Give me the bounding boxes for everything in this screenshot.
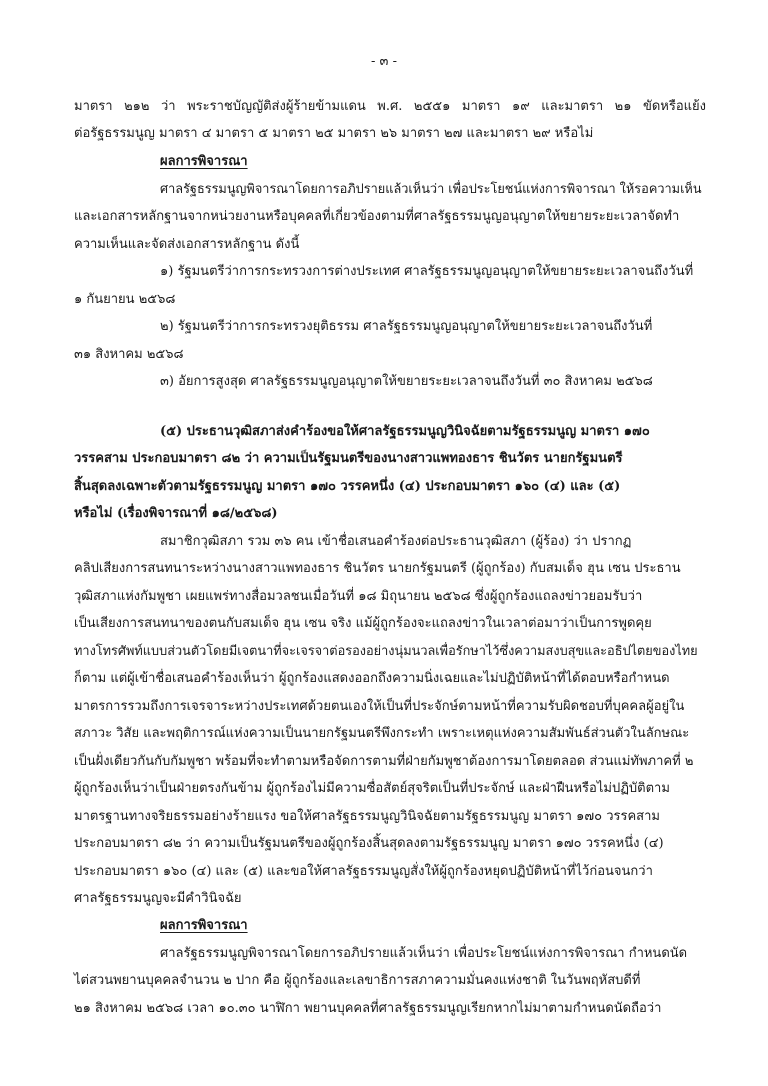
text-line: ๓๑ สิงหาคม ๒๕๖๘ <box>74 347 184 362</box>
case-title: หรือไม่ (เรื่องพิจารณาที่ ๑๘/๒๕๖๘) <box>74 506 278 521</box>
text-line: ๒๑ สิงหาคม ๒๕๖๘ เวลา ๑๐.๓๐ นาฬิกา พยานบุคคลที่ศาลรัฐธรรมนูญเรียกหากไม่มาตามกำหนดนัดถือว่า <box>74 1001 662 1016</box>
text-line: ศาลรัฐธรรมนูญพิจารณาโดยการอภิปรายแล้วเห็นว่า เพื่อประโยชน์แห่งการพิจารณา กำหนดนัด <box>160 946 688 961</box>
text-line: ก็ตาม แต่ผู้เข้าชื่อเสนอคำร้องเห็นว่า ผู้ถูกร้องแสดงออกถึงความนิ่งเฉยและไม่ปฏิบัติหน้าที่ได้ตอบหรือกำหนด <box>74 671 670 686</box>
text-line: ทางโทรศัพท์แบบส่วนตัวโดยมีเจตนาที่จะเจรจาต่อรองอย่างนุ่มนวลเพื่อรักษาไว้ซึ่งความสงบสุขและอธิปไตยของไทย <box>74 644 698 659</box>
text-line: ไต่สวนพยานบุคคลจำนวน ๒ ปาก คือ ผู้ถูกร้องและเลขาธิการสภาความมั่นคงแห่งชาติ ในวันพฤหัสบดีที่ <box>74 973 641 988</box>
section-heading: ผลการพิจารณา <box>160 918 248 933</box>
text-line: สภาวะ วิสัย และพฤติการณ์แห่งความเป็นนายกรัฐมนตรีพึงกระทำ เพราะเหตุแห่งความสัมพันธ์ส่วนตัวในลักษณะ <box>74 726 690 741</box>
text-line: คลิปเสียงการสนทนาระหว่างนางสาวแพทองธาร ชินวัตร นายกรัฐมนตรี (ผู้ถูกร้อง) กับสมเด็จ ฮุน เซน ประธาน <box>74 561 681 576</box>
text-line: วุฒิสภาแห่งกัมพูชา เผยแพร่ทางสื่อมวลชนเมื่อวันที่ ๑๘ มิถุนายน ๒๕๖๘ ซึ่งผู้ถูกร้องแถลงข่าวยอมรับว่า <box>74 589 643 604</box>
text-line: ศาลรัฐธรรมนูญพิจารณาโดยการอภิปรายแล้วเห็นว่า เพื่อประโยชน์แห่งการพิจารณา ให้รอความเห็น <box>160 182 702 197</box>
list-item: ๓) อัยการสูงสุด ศาลรัฐธรรมนูญอนุญาตให้ขยายระยะเวลาจนถึงวันที่ ๓๐ สิงหาคม ๒๕๖๘ <box>160 374 653 389</box>
text-line: ประกอบมาตรา ๑๖๐ (๔) และ (๕) และขอให้ศาลรัฐธรรมนูญสั่งให้ผู้ถูกร้องหยุดปฏิบัติหน้าที่ไว้ก่อนจนกว่า <box>74 864 653 879</box>
section-heading: ผลการพิจารณา <box>160 154 248 169</box>
text-line: ประกอบมาตรา ๘๒ ว่า ความเป็นรัฐมนตรีของผู้ถูกร้องสิ้นสุดลงตามรัฐธรรมนูญ มาตรา ๑๗๐ วรรคหนึ่ง (๔) <box>74 836 664 851</box>
case-title: วรรคสาม ประกอบมาตรา ๘๒ ว่า ความเป็นรัฐมนตรีของนางสาวแพทองธาร ชินวัตร นายกรัฐมนตรี <box>74 451 623 466</box>
text-line: ความเห็นและจัดส่งเอกสารหลักฐาน ดังนี้ <box>74 237 300 252</box>
case-title: (๕) ประธานวุฒิสภาส่งคำร้องขอให้ศาลรัฐธรรมนูญวินิจฉัยตามรัฐธรรมนูญ มาตรา ๑๗๐ <box>160 424 650 439</box>
list-item: ๒) รัฐมนตรีว่าการกระทรวงยุติธรรม ศาลรัฐธรรมนูญอนุญาตให้ขยายระยะเวลาจนถึงวันที่ <box>160 319 653 334</box>
case-title: สิ้นสุดลงเฉพาะตัวตามรัฐธรรมนูญ มาตรา ๑๗๐ วรรคหนึ่ง (๔) ประกอบมาตรา ๑๖๐ (๔) และ (๕) <box>74 479 621 494</box>
text-line: ผู้ถูกร้องเห็นว่าเป็นฝ่ายตรงกันข้าม ผู้ถูกร้องไม่มีความซื่อสัตย์สุจริตเป็นที่ประจักษ์ และฝ่าฝืนหรือไม่ปฏิบัติตาม <box>74 781 670 796</box>
list-item: ๑) รัฐมนตรีว่าการกระทรวงการต่างประเทศ ศาลรัฐธรรมนูญอนุญาตให้ขยายระยะเวลาจนถึงวันที่ <box>160 264 694 279</box>
text-line: เป็นฝั่งเดียวกันกับกัมพูชา พร้อมที่จะทำตามหรือจัดการตามที่ฝ่ายกัมพูชาต้องการมาโดยตลอด ส่วนแม่ทัพภาคที่ ๒ <box>74 754 694 769</box>
text-line: และเอกสารหลักฐานจากหน่วยงานหรือบุคคลที่เกี่ยวข้องตามที่ศาลรัฐธรรมนูญอนุญาตให้ขยายระยะเวลาจัดทำ <box>74 209 680 224</box>
text-line: ศาลรัฐธรรมนูญจะมีคำวินิจฉัย <box>74 891 242 906</box>
page-number: - ๓ - <box>371 54 397 69</box>
text-line: ต่อรัฐธรรมนูญ มาตรา ๔ มาตรา ๕ มาตรา ๒๕ มาตรา ๒๖ มาตรา ๒๗ และมาตรา ๒๙ หรือไม่ <box>74 126 594 141</box>
text-line: มาตรการรวมถึงการเจรจาระหว่างประเทศด้วยตนเองให้เป็นที่ประจักษ์ตามหน้าที่ความรับผิดชอบที่บุคคลผู้อยู่ใน <box>74 699 685 714</box>
text-line: สมาชิกวุฒิสภา รวม ๓๖ คน เข้าชื่อเสนอคำร้องต่อประธานวุฒิสภา (ผู้ร้อง) ว่า ปรากฏ <box>160 534 632 549</box>
text-line: มาตรฐานทางจริยธรรมอย่างร้ายแรง ขอให้ศาลรัฐธรรมนูญวินิจฉัยตามรัฐธรรมนูญ มาตรา ๑๗๐ วรรคสาม <box>74 809 660 824</box>
text-line: เป็นเสียงการสนทนาของตนกับสมเด็จ ฮุน เซน จริง แม้ผู้ถูกร้องจะแถลงข่าวในเวลาต่อมาว่าเป็นการพูดคุย <box>74 616 652 631</box>
text-line: มาตรา ๒๑๒ ว่า พระราชบัญญัติส่งผู้ร้ายข้ามแดน พ.ศ. ๒๕๕๑ มาตรา ๑๙ และมาตรา ๒๑ ขัดหรือแย้ง <box>74 99 706 114</box>
text-line: ๑ กันยายน ๒๕๖๘ <box>74 292 176 307</box>
